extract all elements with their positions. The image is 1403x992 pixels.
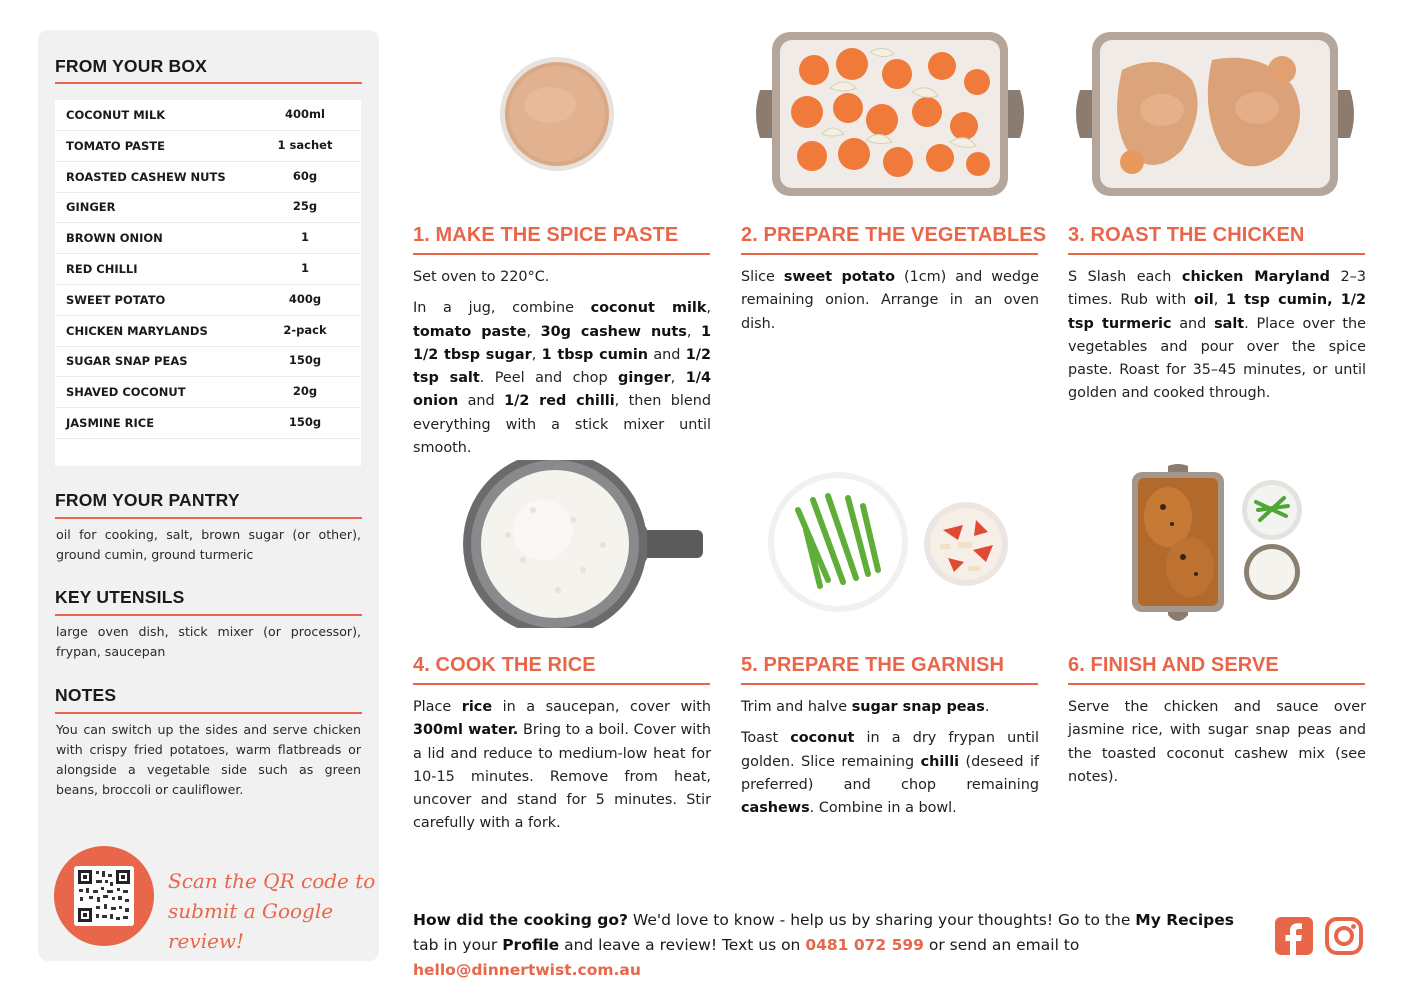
step-text: , bbox=[526, 323, 541, 340]
roast-chicken-tray-image bbox=[1072, 30, 1358, 198]
step-5-body bbox=[741, 696, 1039, 828]
step-highlight: 1 tbsp cumin bbox=[541, 346, 649, 363]
step-highlight: chilli bbox=[920, 753, 960, 770]
step-highlight: 30g cashew nuts bbox=[540, 323, 687, 340]
vegetables-tray-image bbox=[752, 30, 1028, 198]
qr-code[interactable] bbox=[74, 866, 134, 926]
step-6-body bbox=[1068, 696, 1366, 797]
ingredient-row bbox=[55, 377, 361, 408]
step-text: Slice bbox=[741, 269, 784, 285]
footer-text: and leave a review! Text us on bbox=[559, 936, 806, 954]
section-rule bbox=[55, 517, 362, 519]
step-text: Serve the chicken and sauce over jasmine rice, with sugar snap peas and the toasted coconut cashew mix (see notes). bbox=[1068, 699, 1366, 785]
ingredient-row bbox=[55, 346, 361, 377]
step-highlight: rice bbox=[461, 699, 493, 715]
step-highlight: sweet potato bbox=[783, 269, 896, 285]
step-highlight: coconut milk bbox=[590, 300, 707, 317]
step-text: and bbox=[648, 346, 686, 363]
step-3-body bbox=[1068, 266, 1366, 414]
step-highlight: sugar snap peas bbox=[851, 699, 985, 715]
step-1-title: 1. MAKE THE SPICE PASTE bbox=[413, 224, 679, 246]
ingredient-qty: 20g bbox=[292, 384, 318, 399]
spice-paste-image bbox=[498, 55, 616, 173]
qr-code-badge[interactable] bbox=[54, 846, 154, 946]
my-recipes-link[interactable]: My Recipes bbox=[1135, 911, 1234, 929]
step-highlight: 1/4 onion bbox=[413, 370, 711, 410]
ingredient-row bbox=[55, 162, 361, 193]
step-text: (deseed if preferred) and chop remaining bbox=[741, 753, 1040, 793]
step-2-title: 2. PREPARE THE VEGETABLES bbox=[741, 224, 1047, 246]
step-text: Trim and halve bbox=[741, 699, 852, 715]
step-paragraph bbox=[413, 266, 711, 289]
step-text: In a jug, combine bbox=[413, 300, 591, 317]
step-highlight: 1/2 tsp salt bbox=[413, 346, 711, 387]
ingredient-row bbox=[55, 131, 361, 162]
step-paragraph bbox=[1068, 696, 1366, 789]
ingredient-row bbox=[55, 192, 361, 223]
ingredient-qty: 150g bbox=[288, 353, 322, 368]
ingredient-name: BROWN ONION bbox=[66, 231, 163, 246]
pantry-text: oil for cooking, salt, brown sugar (or other), ground cumin, ground turmeric bbox=[56, 527, 361, 562]
section-rule bbox=[55, 82, 362, 84]
step-text: . Combine in a bowl. bbox=[809, 800, 957, 817]
ingredient-row bbox=[55, 223, 361, 254]
section-rule bbox=[55, 712, 362, 714]
profile-link[interactable]: Profile bbox=[502, 936, 560, 954]
ingredient-name: SUGAR SNAP PEAS bbox=[66, 354, 188, 369]
step-2-body bbox=[741, 266, 1039, 344]
step-text: in a saucepan, cover with bbox=[492, 699, 711, 715]
step-rule bbox=[1068, 253, 1365, 255]
step-highlight: chicken Maryland bbox=[1181, 269, 1330, 285]
ingredient-qty: 2-pack bbox=[283, 322, 327, 337]
section-rule bbox=[55, 614, 362, 616]
step-highlight: coconut bbox=[790, 730, 855, 747]
footer-text: tab in your bbox=[413, 936, 503, 954]
ingredient-name: COCONUT MILK bbox=[66, 108, 166, 122]
step-paragraph bbox=[741, 696, 1039, 719]
step-highlight: tomato paste bbox=[413, 323, 527, 340]
ingredient-name: GINGER bbox=[66, 200, 116, 215]
ingredient-qty: 1 bbox=[300, 230, 309, 245]
step-paragraph bbox=[413, 696, 711, 836]
finish-serve-image bbox=[1128, 462, 1308, 627]
step-paragraph bbox=[741, 727, 1039, 820]
step-text: in a dry frypan until golden. Slice remaining bbox=[741, 730, 1039, 770]
step-text: . Place over the vegetables and pour over the spice paste. Roast for 35–45 minutes, or until golden and cooked through. bbox=[1068, 315, 1366, 402]
step-text: , bbox=[670, 370, 686, 387]
step-highlight: salt bbox=[1214, 315, 1245, 332]
step-rule bbox=[741, 253, 1038, 255]
step-text: Set oven to 220°C. bbox=[413, 269, 550, 285]
feedback-footer bbox=[413, 908, 1263, 983]
step-text: , bbox=[686, 323, 702, 340]
step-rule bbox=[1068, 683, 1365, 685]
step-text: Bring to a boil. Cover with a lid and reduce to medium-low heat for 10-15 minutes. Remove from heat, uncover and stand for 5 minutes. Stir carefully with a fork. bbox=[413, 722, 711, 832]
ingredient-qty: 60g bbox=[292, 168, 318, 183]
step-6-title: 6. FINISH AND SERVE bbox=[1068, 654, 1279, 676]
ingredient-name: SHAVED COCONUT bbox=[66, 385, 186, 400]
step-text: (1cm) and wedge remaining onion. Arrange in an oven dish. bbox=[741, 269, 1039, 332]
step-highlight: 1 1/2 tbsp sugar bbox=[413, 323, 712, 363]
ingredient-qty: 150g bbox=[288, 415, 322, 429]
ingredient-name: SWEET POTATO bbox=[66, 292, 166, 307]
facebook-icon[interactable] bbox=[1275, 917, 1313, 955]
email-link[interactable]: hello@dinnertwist.com.au bbox=[413, 961, 641, 979]
ingredient-name: RED CHILLI bbox=[66, 262, 138, 276]
footer-text: We'd love to know - help us by sharing your thoughts! Go to the bbox=[627, 911, 1136, 929]
ingredient-name: TOMATO PASTE bbox=[66, 138, 165, 153]
qr-caption-line1: Scan the QR code to bbox=[168, 869, 376, 893]
instagram-icon[interactable] bbox=[1325, 917, 1363, 955]
step-text: . Peel and chop bbox=[479, 370, 619, 387]
key-utensils-title: KEY UTENSILS bbox=[55, 587, 185, 607]
step-text: S Slash each bbox=[1068, 269, 1182, 285]
step-text: , bbox=[706, 300, 711, 317]
step-text: and bbox=[458, 393, 505, 410]
ingredient-qty: 1 sachet bbox=[277, 137, 333, 152]
qr-caption bbox=[168, 866, 379, 956]
ingredient-row bbox=[55, 408, 361, 439]
step-rule bbox=[413, 683, 710, 685]
phone-link[interactable]: 0481 072 599 bbox=[805, 936, 924, 954]
rice-saucepan-image bbox=[463, 460, 703, 628]
notes-title: NOTES bbox=[55, 685, 117, 705]
ingredient-name: JASMINE RICE bbox=[66, 416, 155, 430]
ingredient-row bbox=[55, 100, 361, 131]
step-highlight: cashews bbox=[741, 800, 810, 817]
ingredient-qty: 400g bbox=[288, 291, 322, 306]
step-5-title: 5. PREPARE THE GARNISH bbox=[741, 654, 1004, 676]
from-your-box-title: FROM YOUR BOX bbox=[55, 56, 208, 76]
utensils-text: large oven dish, stick mixer (or processor), frypan, saucepan bbox=[56, 624, 361, 659]
notes-text: You can switch up the sides and serve chicken with crispy fried potatoes, warm flatbreads or alongside a vegetable side such as green beans, broccoli or cauliflower. bbox=[56, 722, 361, 797]
qr-caption-line2: submit a Google review! bbox=[168, 899, 334, 953]
ingredients-table bbox=[55, 100, 361, 466]
step-1-body bbox=[413, 266, 711, 468]
step-text: Toast bbox=[741, 730, 791, 747]
sidebar bbox=[38, 30, 379, 961]
step-paragraph bbox=[741, 266, 1039, 336]
step-text: , then blend everything with a stick mixer until smooth. bbox=[413, 393, 712, 457]
step-highlight: oil bbox=[1193, 292, 1214, 309]
step-paragraph bbox=[413, 297, 711, 460]
from-your-pantry-title: FROM YOUR PANTRY bbox=[55, 490, 240, 510]
step-text: , bbox=[1213, 292, 1227, 309]
step-text: 2–3 times. Rub with bbox=[1068, 269, 1366, 309]
step-highlight: 300ml water. bbox=[413, 722, 519, 739]
step-text: . bbox=[984, 699, 990, 715]
step-highlight: ginger bbox=[618, 370, 671, 387]
ingredient-row bbox=[55, 285, 361, 316]
step-rule bbox=[413, 253, 710, 255]
ingredient-name: CHICKEN MARYLANDS bbox=[66, 323, 208, 338]
step-paragraph bbox=[1068, 266, 1366, 406]
step-rule bbox=[741, 683, 1038, 685]
step-text: and bbox=[1171, 315, 1215, 332]
ingredient-name: ROASTED CASHEW NUTS bbox=[66, 169, 226, 184]
step-4-body bbox=[413, 696, 711, 844]
garnish-image bbox=[768, 470, 1013, 615]
step-highlight: 1/2 red chilli bbox=[504, 393, 615, 410]
ingredient-qty: 25g bbox=[292, 199, 318, 214]
ingredient-row bbox=[55, 316, 361, 347]
step-4-title: 4. COOK THE RICE bbox=[413, 654, 596, 676]
footer-text: or send an email to bbox=[923, 936, 1080, 954]
ingredient-qty: 1 bbox=[300, 261, 309, 275]
footer-question: How did the cooking go? bbox=[413, 911, 628, 929]
step-text: Place bbox=[413, 699, 462, 715]
ingredient-row bbox=[55, 254, 361, 285]
step-3-title: 3. ROAST THE CHICKEN bbox=[1068, 224, 1305, 246]
ingredient-qty: 400ml bbox=[285, 107, 325, 121]
step-text: , bbox=[531, 346, 542, 363]
step-highlight: 1 tsp cumin, 1/2 tsp turmeric bbox=[1068, 292, 1366, 332]
